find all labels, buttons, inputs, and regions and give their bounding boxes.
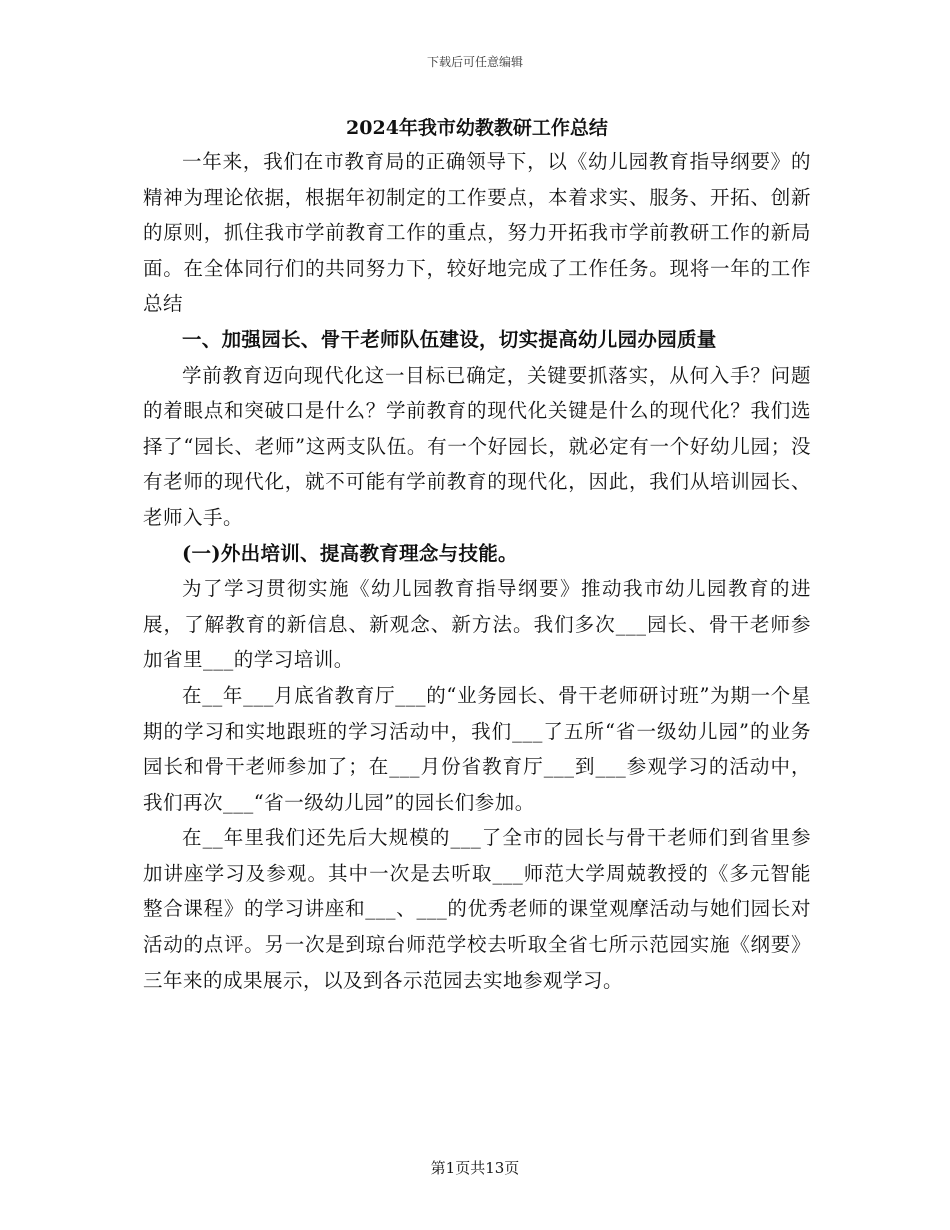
paragraph-training-2: 在__年___月底省教育厅___的“业务园长、骨干老师研讨班”为期一个星期的学习和实地跟班的学习活动中，我们___了五所“省一级幼儿园”的业务园长和骨干老师参加了；在___月份省教育厅___到___参观学习的活动中，我们再次___“省一级幼儿园”的园长们参加。 [143,683,811,814]
page-number: 第1页共13页 [430,1159,520,1177]
paragraph-intro: 一年来，我们在市教育局的正确领导下，以《幼儿园教育指导纲要》的精神为理论依据，根据年初制定的工作要点，本着求实、服务、开拓、创新的原则，抓住我市学前教育工作的重点，努力开拓我市学前教研工作的新局面。在全体同行们的共同努力下，较好地完成了工作任务。现将一年的工作总结 [143,150,811,316]
section-heading-1: 一、加强园长、骨干老师队伍建设，切实提高幼儿园办园质量 [182,327,717,351]
paragraph-training-3: 在__年里我们还先后大规模的___了全市的园长与骨干老师们到省里参加讲座学习及参观。其中一次是去听取___师范大学周兢教授的《多元智能整合课程》的学习讲座和___、___的优秀老师的课堂观摩活动与她们园长对活动的点评。另一次是到琼台师范学校去听取全省七所示范园实施《纲要》三年来的成果展示，以及到各示范园去实地参观学习。 [143,826,811,992]
document-title: 2024年我市幼教教研工作总结 [346,117,608,139]
document-body [143,112,811,998]
header-note: 下载后可任意编辑 [426,55,523,69]
subsection-heading-1: (一)外出培训、提高教育理念与技能。 [182,541,518,565]
paragraph-section-1: 学前教育迈向现代化这一目标已确定，关键要抓落实，从何入手？问题的着眼点和突破口是什么？学前教育的现代化关键是什么的现代化？我们选择了“园长、老师”这两支队伍。有一个好园长，就必定有一个好幼儿园；没有老师的现代化，就不可能有学前教育的现代化，因此，我们从培训园长、老师入手。 [143,363,811,529]
paragraph-training-1: 为了学习贯彻实施《幼儿园教育指导纲要》推动我市幼儿园教育的进展，了解教育的新信息、新观念、新方法。我们多次___园长、骨干老师参加省里___的学习培训。 [143,577,811,672]
